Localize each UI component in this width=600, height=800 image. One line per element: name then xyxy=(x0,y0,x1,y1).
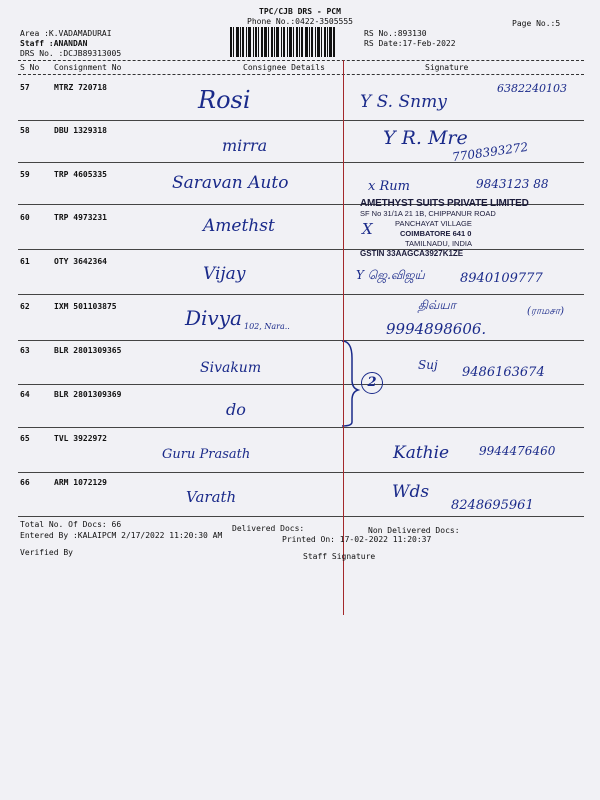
row-consignee-name: Amethst xyxy=(203,216,275,236)
stamp-address-line: SF No 31/1A 21 1B, CHIPPANUR ROAD xyxy=(360,209,496,218)
row-consignee-name: mirra xyxy=(222,136,268,155)
row-consignee-name: Divya xyxy=(185,306,242,330)
row-sno: 63 xyxy=(20,346,30,355)
row-consignee-name: Varath xyxy=(186,488,237,506)
row-signature: Suj xyxy=(418,358,438,372)
row-consignee-name: Sivakum xyxy=(200,360,262,376)
row-phone: 9944476460 xyxy=(479,444,556,458)
row-consignee-name: do xyxy=(226,400,246,419)
circled-number-text: 2 xyxy=(367,375,377,390)
row-consignee-name: Rosi xyxy=(198,86,251,114)
row-signature: x Rum xyxy=(368,179,410,194)
row-phone: 6382240103 xyxy=(497,82,567,95)
row-sno: 62 xyxy=(20,302,30,311)
stamp-address-line: PANCHAYAT VILLAGE xyxy=(395,219,472,228)
stamp-state-line: TAMILNADU, INDIA xyxy=(405,239,472,248)
staff-signature: Staff Signature xyxy=(303,552,376,561)
row-sno: 66 xyxy=(20,478,30,487)
row-divider xyxy=(18,516,584,517)
row-divider xyxy=(18,294,584,295)
col-signature: Signature xyxy=(425,63,469,72)
header-divider-bottom xyxy=(18,74,584,75)
page-number: Page No.:5 xyxy=(512,19,561,28)
row-divider xyxy=(18,384,584,385)
row-consignment: IXM 501103875 xyxy=(54,302,117,311)
row-phone: 8940109777 xyxy=(460,271,543,286)
total-docs: Total No. Of Docs: 66 xyxy=(20,520,122,529)
row-consignment: DBU 1329318 xyxy=(54,126,107,135)
row-sno: 57 xyxy=(20,83,30,92)
barcode-image xyxy=(230,27,358,57)
row-sno: 65 xyxy=(20,434,30,443)
row-consignment: OTY 3642364 xyxy=(54,257,107,266)
document-title: TPC/CJB DRS - PCM xyxy=(259,7,341,16)
row-consignment: TRP 4973231 xyxy=(54,213,107,222)
row-consignment: BLR 2801309365 xyxy=(54,346,122,355)
row-divider xyxy=(18,340,584,341)
row-signature: Y ஜெ.விஜய் xyxy=(356,268,425,282)
row-consignment: TRP 4605335 xyxy=(54,170,107,179)
row-signature: X xyxy=(362,220,373,238)
rs-date: RS Date:17-Feb-2022 xyxy=(364,39,456,48)
row-phone: 7708393272 xyxy=(451,139,529,165)
row-signature: Y R. Mre xyxy=(383,127,468,149)
company-stamp xyxy=(360,198,570,259)
row-consignment: MTRZ 720718 xyxy=(54,83,107,92)
delivered-docs: Delivered Docs: xyxy=(232,524,305,533)
col-consignee: Consignee Details xyxy=(243,63,325,72)
row-signature: திவ்யா xyxy=(418,298,456,312)
col-sno: S No xyxy=(20,63,40,72)
stamp-company-name: AMETHYST SUITS PRIVATE LIMITED xyxy=(360,198,529,209)
row-signature: Wds xyxy=(392,482,430,502)
row-divider xyxy=(18,427,584,428)
row-divider xyxy=(18,162,584,163)
row-phone: 9486163674 xyxy=(462,365,545,380)
row-consignee-name: Guru Prasath xyxy=(162,447,251,462)
entered-by: Entered By :KALAIPCM 2/17/2022 11:20:30 AM xyxy=(20,531,223,540)
non-delivered-docs: Non Delivered Docs: xyxy=(368,526,460,535)
row-phone: 9843123 88 xyxy=(476,177,549,191)
phone-number: Phone No.:0422-3505555 xyxy=(247,17,353,26)
row-sno: 64 xyxy=(20,390,30,399)
row-phone: 9994898606. xyxy=(386,320,487,338)
row-consignee-name: Vijay xyxy=(203,264,246,284)
stamp-gstin: GSTIN 33AAGCA3927K1ZE xyxy=(360,249,464,258)
row-note: (ராமசா) xyxy=(527,306,565,317)
row-sno: 60 xyxy=(20,213,30,222)
verified-by: Verified By xyxy=(20,548,73,557)
stamp-city-line: COIMBATORE 641 0 xyxy=(400,229,472,238)
row-phone: 8248695961 xyxy=(451,498,534,513)
printed-on: Printed On: 17-02-2022 11:20:37 xyxy=(282,535,432,544)
row-consignment: ARM 1072129 xyxy=(54,478,107,487)
row-consignee-name: Saravan Auto xyxy=(172,173,289,193)
circled-number xyxy=(361,372,383,394)
row-sno: 59 xyxy=(20,170,30,179)
header-divider-top xyxy=(18,60,584,61)
row-consignment: BLR 2801309369 xyxy=(54,390,122,399)
col-consignment: Consignment No xyxy=(54,63,122,72)
row-signature: Kathie xyxy=(393,443,450,463)
row-address-note: 102, Nara.. xyxy=(244,322,290,331)
row-sno: 61 xyxy=(20,257,30,266)
row-signature: Y S. Snmy xyxy=(360,92,447,112)
rs-number: RS No.:893130 xyxy=(364,29,427,38)
red-margin-line xyxy=(343,60,344,615)
staff-label: Staff :ANANDAN xyxy=(20,39,88,48)
row-divider xyxy=(18,120,584,121)
drs-number: DRS No. :DCJB89313005 xyxy=(20,49,122,58)
row-consignment: TVL 3922972 xyxy=(54,434,107,443)
area-label: Area :K.VADAMADURAI xyxy=(20,29,112,38)
row-sno: 58 xyxy=(20,126,30,135)
row-divider xyxy=(18,472,584,473)
